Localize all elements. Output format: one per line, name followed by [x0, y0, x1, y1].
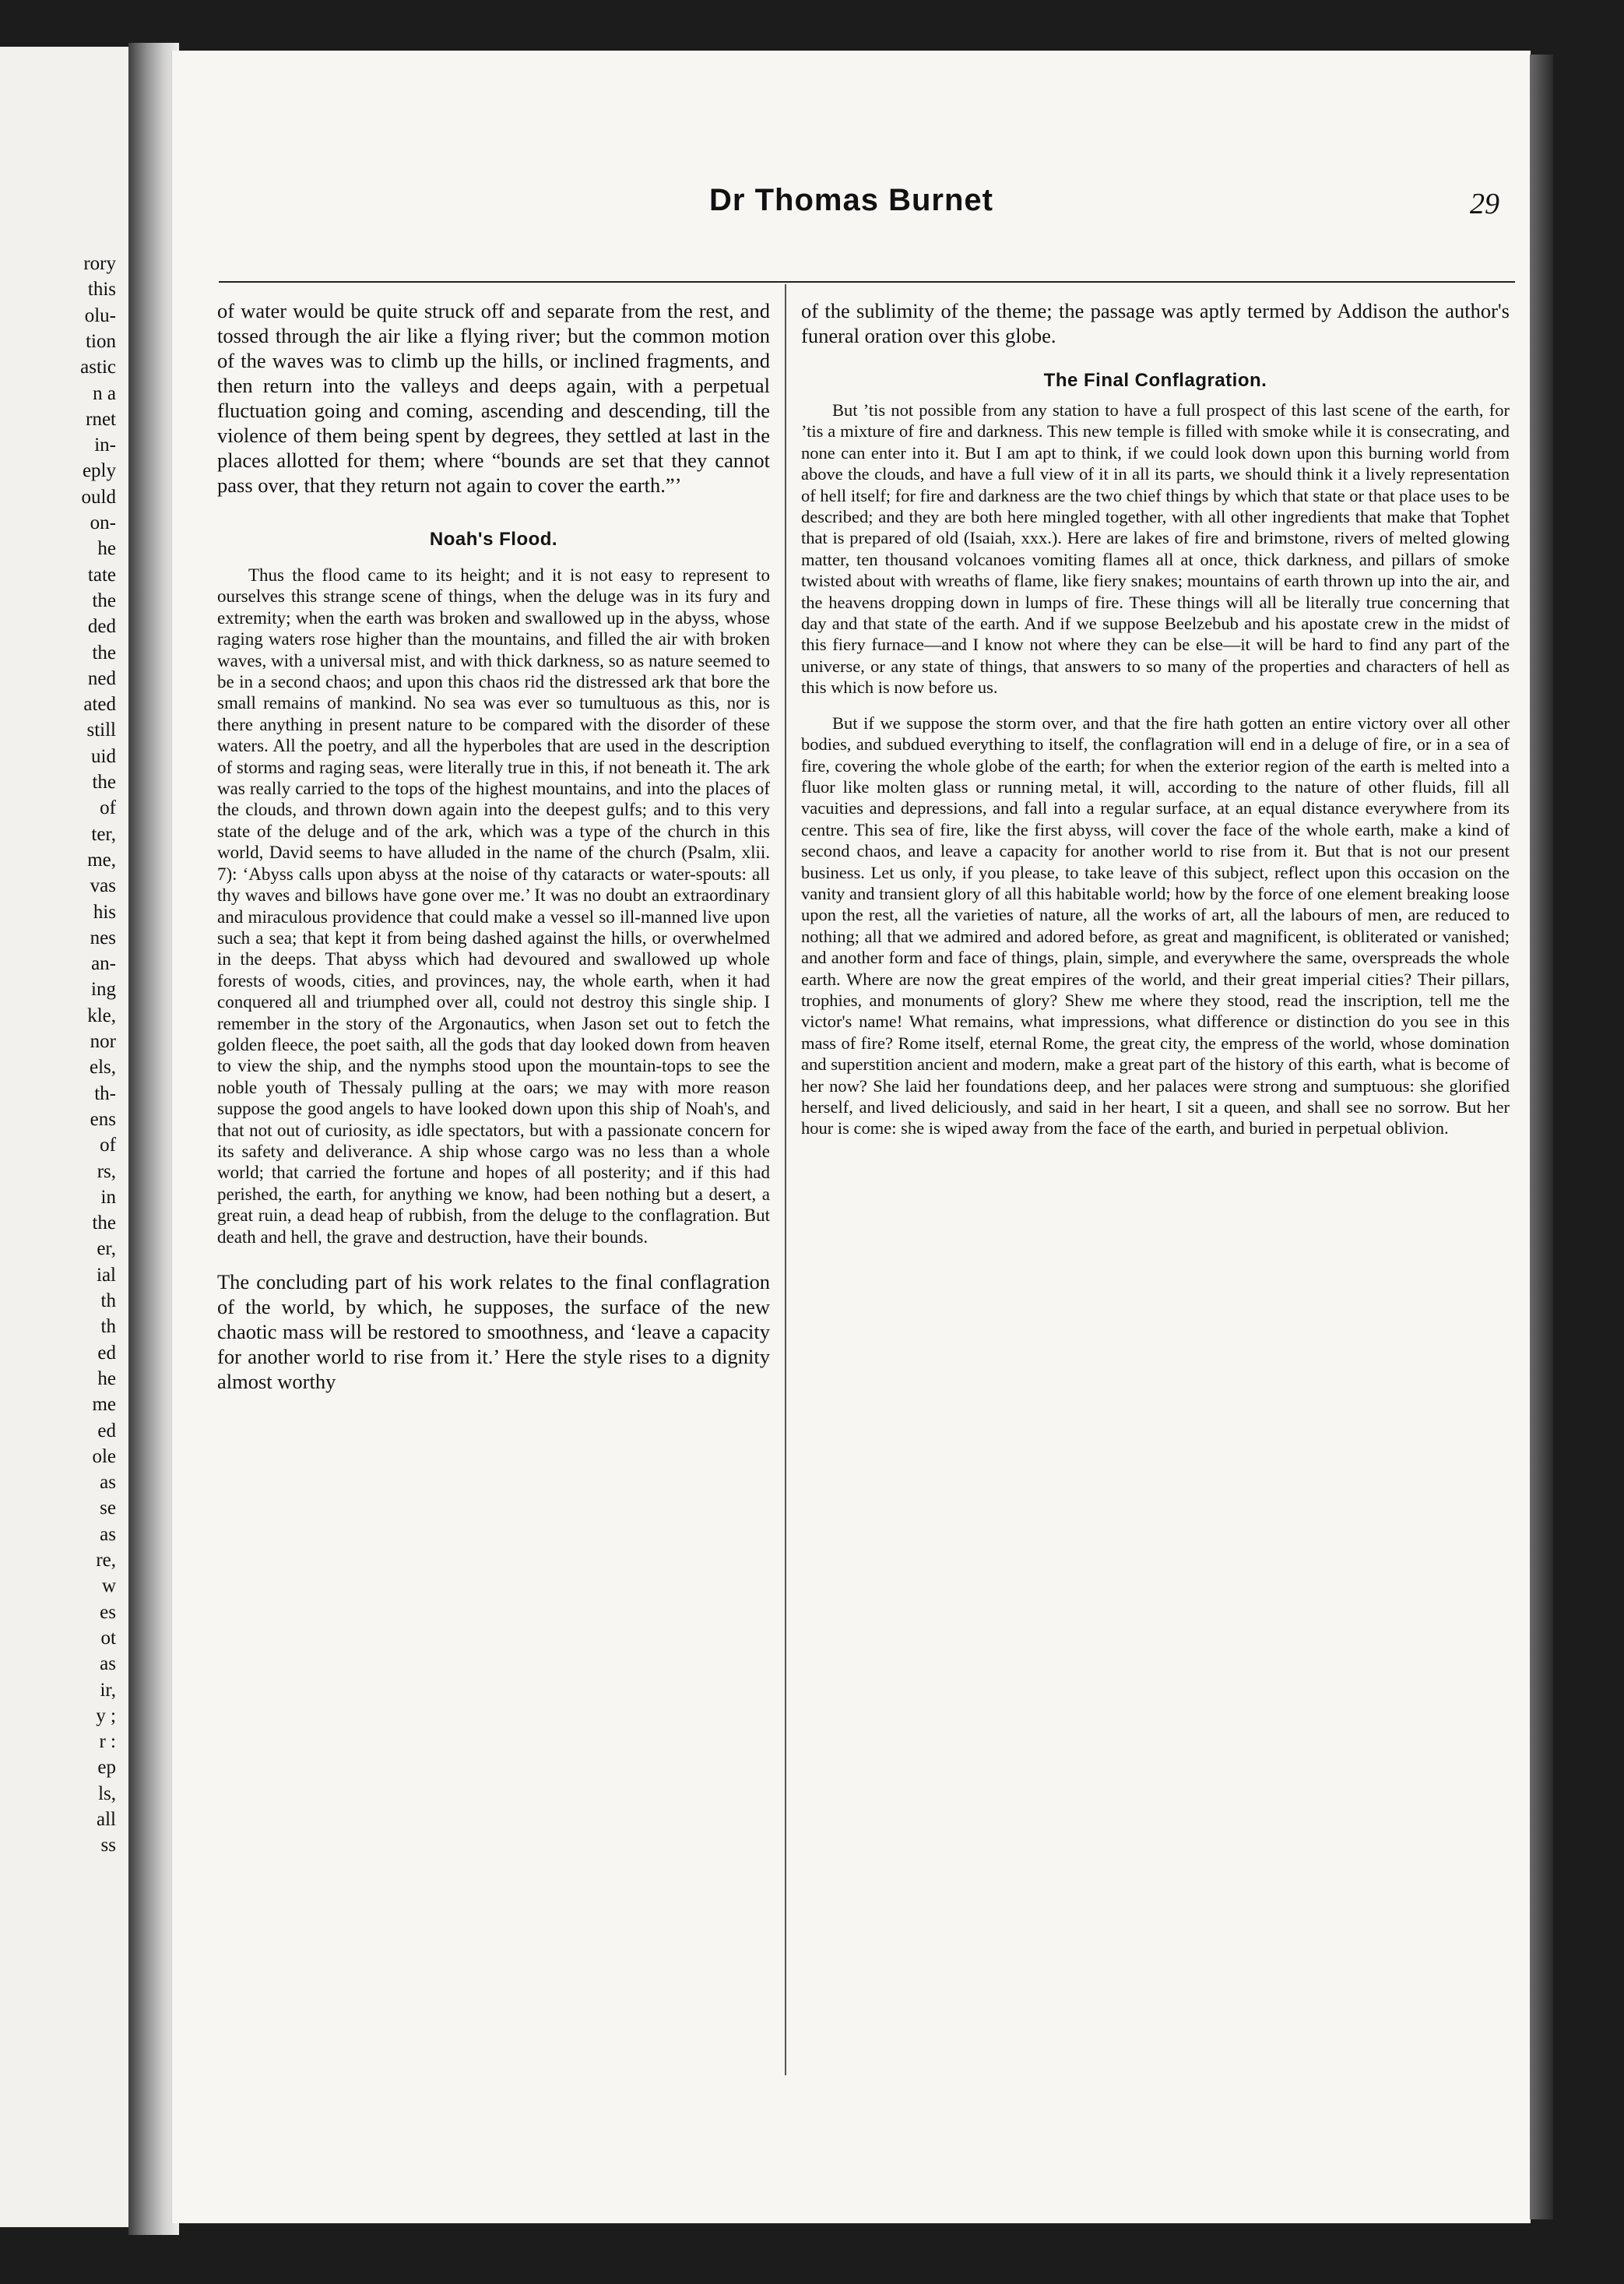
facing-page-fragment: still	[86, 720, 116, 741]
facing-page-fragment: w	[101, 1575, 116, 1597]
facing-page-fragment: tate	[87, 564, 116, 586]
facing-page-fragment: astic	[80, 357, 116, 378]
facing-page-fragment: olu-	[84, 304, 116, 326]
facing-page-fragment: rs,	[97, 1160, 116, 1182]
facing-page-fragment: r :	[99, 1731, 116, 1753]
facing-page-fragment: vas	[90, 875, 116, 897]
facing-page-fragment: ole	[92, 1445, 116, 1467]
facing-page-fragment: th	[100, 1290, 116, 1311]
right-paragraph-1: of the sublimity of the theme; the passage was aptly termed by Addison the author's funeral oration over this globe.	[801, 299, 1510, 347]
facing-page-fragment: the	[92, 1212, 116, 1234]
running-head: Dr Thomas Burnet	[709, 183, 993, 217]
facing-page-fragment: ens	[90, 1108, 116, 1130]
facing-page-fragment: se	[100, 1497, 116, 1519]
facing-page-fragment: in	[100, 1186, 116, 1208]
section-heading-final-conflagration: The Final Conflagration.	[1043, 370, 1267, 391]
facing-page-fragment: ed	[97, 1420, 116, 1441]
facing-page-fragment: ated	[83, 694, 116, 716]
facing-page-fragment: the	[92, 642, 116, 663]
facing-page-fragment: his	[93, 901, 116, 923]
facing-page-fragment: on-	[90, 512, 116, 533]
facing-page-fragment: uid	[91, 745, 116, 767]
facing-page-fragment: nor	[90, 1031, 116, 1052]
facing-page-fragment: ed	[97, 1342, 116, 1364]
left-paragraph-3: The concluding part of his work relates to the final conflagration of the world, by which, he supposes, the surface of the new chaotic mass will be restored to smoothness, and ‘leave a capacity for another world to rise from it.’ Here the style rises to a dignity almost worthy	[217, 1270, 770, 1393]
facing-page-fragment: rory	[83, 253, 116, 274]
left-paragraph-2: Thus the flood came to its height; and it is not easy to represent to ourselves this strange scene of things, when the deluge was in its fury and extremity; when the earth was broken and swallowed up in the abyss, whose raging waters rose higher than the mountains, and filled the air with broken waves, with a universal mist, and with thick darkness, so as nature seemed to be in a second chaos; and upon this chaos rid the distressed ark that bore the small remains of mankind. No sea was ever so tumultuous as this, nor is there anything in present nature to be compared with the disorder of these waters. All the poetry, and all the hyperboles that are used in the description of storms and raging seas, were literally true in this, if not beneath it. The ark was really carried to the tops of the highest mountains, and into the places of the clouds, and thrown down again into the deepest gulfs; and to this very state of the deluge and of the ark, which was a type of the church in this world, David seems to have alluded in the name of the church (Psalm, xlii. 7): ‘Abyss calls upon abyss at the noise of thy cataracts or water-spouts: all thy waves and billows have gone over me.’ It was no doubt an extraordinary and miraculous providence that could make a vessel so ill-manned live upon such a sea; that kept it from being dashed against the hills, or overwhelmed in the deeps. That abyss which had devoured and swallowed up whole forests of woods, cities, and provinces, nay, the whole earth, when it had conquered all and triumphed over all, could not destroy this single ship. I remember in the story of the Argonautics, when Jason set out to fetch the golden fleece, the poet saith, all the gods that day looked down from heaven to view the ship, and the nymphs stood upon the mountain-tops to see the noble youth of Thessaly pulling at the oars; we may with more reason suppose the good angels to have looked down upon this ship of Noah's, and that not out of curiosity, as idle spectators, but with a passionate concern for its safety and deliverance. A ship whose cargo was no less than a whole world; that carried the fortune and hopes of all posterity; and if this had perished, the earth, for anything we know, had been nothing but a desert, a great ruin, a dead heap of rubbish, from the deluge to the conflagration. But death and hell, the grave and destruction, have their bounds.	[217, 565, 770, 1247]
facing-page-fragment: ing	[91, 979, 116, 1001]
left-paragraph-1: of water would be quite struck off and separate from the rest, and tossed through the air like a flying river; but the common motion of the waves was to climb up the hills, or inclined fragments, and then return into the valleys and deeps again, with a perpetual fluctuation going and coming, ascending and descending, till the violence of them being spent by degrees, they settled at last in the places allotted for them; where “bounds are set that they cannot pass over, that they return not again to cover the earth.”’	[217, 299, 770, 497]
left-column	[217, 298, 770, 1394]
facing-page	[0, 47, 130, 2227]
facing-page-fragment: tion	[86, 330, 116, 352]
facing-page-fragment: kle,	[87, 1005, 116, 1026]
facing-page-fragment: an-	[91, 953, 116, 975]
facing-page-fragment: ss	[100, 1835, 116, 1856]
facing-page-fragment: all	[97, 1809, 116, 1830]
facing-page-fragment: n a	[93, 382, 116, 404]
book-page	[171, 51, 1531, 2223]
facing-page-fragment: the	[92, 589, 116, 611]
facing-page-fragment: ls,	[98, 1783, 116, 1804]
facing-page-fragment: as	[100, 1472, 116, 1494]
facing-page-fragment: me,	[87, 849, 116, 871]
facing-page-fragment: he	[97, 538, 116, 560]
facing-page-fragment: ter,	[91, 823, 116, 845]
facing-page-fragment: ir,	[100, 1679, 116, 1701]
facing-page-fragment: ep	[97, 1757, 116, 1779]
facing-page-fragment: re,	[96, 1550, 116, 1571]
right-paragraph-2: But ’tis not possible from any station to have a full prospect of this last scene of the earth, for ’tis a mixture of fire and darkness. This new temple is filled with smoke while it is consecrating, and none can enter into it. But I am apt to think, if we could look down upon this burning world from above the clouds, and have a full view of it in all its parts, we should think it a lively representation of hell itself; for fire and darkness are the two chief things by which that state or that place uses to be described; and they are both here mingled together, with all other ingredients that make that Tophet that is prepared of old (Isaiah, xxx.). Here are lakes of fire and brimstone, rivers of melted glowing matter, ten thousand volcanoes vomiting flames all at once, thick darkness, and pillars of smoke twisted about with wreaths of flame, like fiery snakes; mountains of earth thrown up into the air, and the heavens dropping down in lumps of fire. These things will all be literally true concerning that day and that state of the earth. And if we suppose Beelzebub and his apostate crew in the midst of this fiery furnace—and I know not where they can be else—it will be hard to find any part of the universe, or any state of things, that answers to so many of the properties and characters of hell as this which is now before us.	[801, 400, 1510, 698]
facing-page-fragment: es	[100, 1601, 116, 1623]
page-number: 29	[1470, 188, 1499, 220]
facing-page-fragment: th	[100, 1316, 116, 1338]
facing-page-fragment: he	[97, 1367, 116, 1389]
facing-page-fragment: of	[100, 1135, 116, 1156]
facing-page-fragment: els,	[89, 1057, 116, 1079]
section-heading-noahs-flood: Noah's Flood.	[429, 529, 558, 550]
facing-page-fragment: of	[100, 797, 116, 819]
column-divider	[785, 284, 786, 2075]
facing-page-fragment: th-	[94, 1082, 116, 1104]
facing-page-fragment: y ;	[96, 1705, 116, 1726]
facing-page-fragment: this	[87, 279, 116, 301]
facing-page-fragment: as	[100, 1523, 116, 1545]
facing-page-fragment: me	[92, 1394, 116, 1416]
header-rule	[219, 281, 1515, 283]
facing-page-fragment: ould	[81, 486, 116, 508]
facing-page-fragment: ned	[87, 667, 116, 689]
facing-page-fragment: eply	[82, 460, 116, 482]
facing-page-fragment: the	[92, 772, 116, 793]
facing-page-fragment: ot	[100, 1627, 116, 1649]
facing-page-fragment: ded	[87, 616, 116, 638]
facing-page-fragment: rnet	[86, 408, 116, 430]
right-paragraph-3: But if we suppose the storm over, and that the fire hath gotten an entire victory over all other bodies, and subdued everything to itself, the conflagration will end in a deluge of fire, or in a sea of fire, covering the whole globe of the earth; for when the exterior region of the earth is melted into a fluor like molten glass or running metal, it will, according to the nature of other fluids, fill all vacuities and depressions, and fall into a regular surface, at an equal distance everywhere from its centre. This sea of fire, like the first abyss, will cover the face of the whole earth, make a kind of second chaos, and leave a capacity for another world to rise from it. But that is not our present business. Let us only, if you please, to take leave of this subject, reflect upon this occasion on the vanity and transient glory of all this habitable world; how by the force of one element breaking loose upon the rest, all the varieties of nature, all the works of art, all the labours of men, are reduced to nothing; all that we admired and adored before, as great and magnificent, is obliterated or vanished; and another form and face of things, plain, simple, and everywhere the same, overspreads the whole earth. Where are now the great empires of the world, and their great imperial cities? Their pillars, trophies, and monuments of glory? Shew me where they stood, read the inscription, tell me the victor's name! What remains, what impressions, what difference or distinction do you see in this mass of fire? Rome itself, eternal Rome, the great city, the empress of the world, whose domination and superstition ancient and modern, make a great part of the history of this earth, what is become of her now? She laid her foundations deep, and her palaces were strong and sumptuous: she glorified herself, and lived deliciously, and said in her heart, I sit a queen, and shall see no sorrow. But her hour is come: she is wiped away from the face of the earth, and buried in perpetual oblivion.	[801, 713, 1510, 1138]
facing-page-fragment: in-	[94, 435, 116, 456]
facing-page-fragment: er,	[97, 1238, 116, 1260]
facing-page-fragment: as	[100, 1653, 116, 1675]
facing-page-fragment: ial	[97, 1264, 116, 1286]
right-column	[801, 298, 1510, 1139]
facing-page-fragment: nes	[90, 927, 116, 948]
page-edge	[1530, 55, 1553, 2219]
